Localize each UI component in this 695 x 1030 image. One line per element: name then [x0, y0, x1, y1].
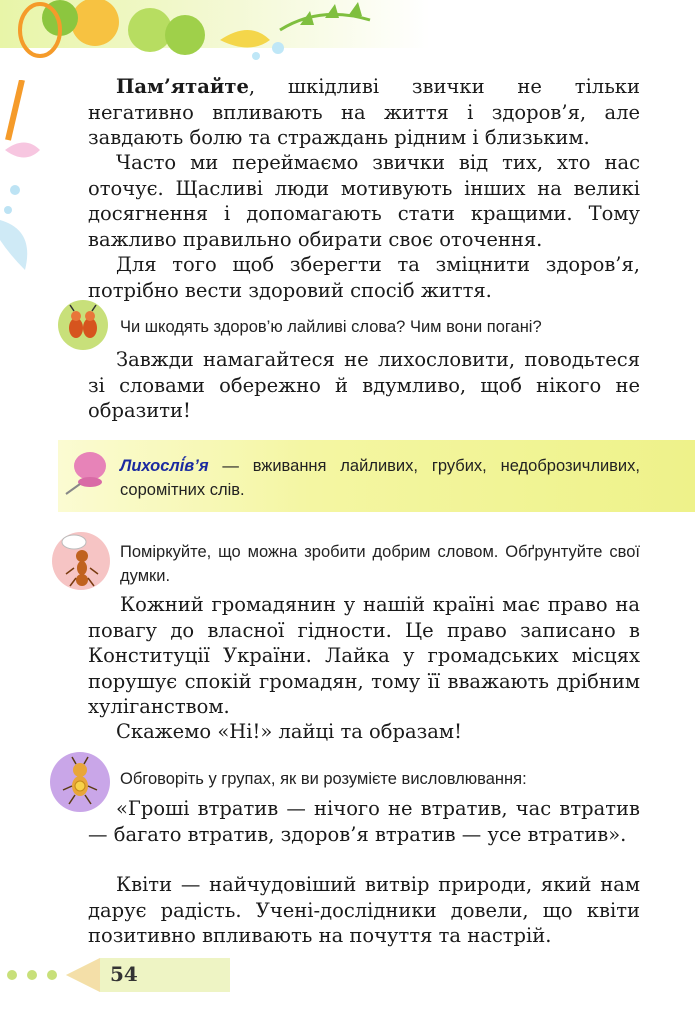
paragraph-remember-bold: Пам’ятайте — [116, 75, 249, 98]
definition-body: — вживання лайливих, грубих, недоброзичливих, соромітних слів. — [120, 457, 640, 499]
paragraph-habits: Часто ми переймаємо звички від тих, хто нас оточує. Щасливі люди мотивують інших на великі досягнення і допомагають стати кращими. Тому важливо правильно обирати своє оточення. — [88, 151, 640, 251]
page-number: 54 — [110, 962, 138, 986]
quote-money-time-health: «Гроші втратив — нічого не втратив, час втратив — багато втратив, здоров’я втратив — усе втратив». — [88, 797, 640, 846]
question-swear-words: Чи шкодять здоров’ю лайливі слова? Чим вони погані? — [120, 318, 542, 336]
question-kind-word: Поміркуйте, що можна зробити добрим словом. Обґрунтуйте свої думки. — [120, 543, 640, 585]
question-discuss-in-groups: Обговоріть у групах, як ви розумієте висловлювання: — [120, 770, 527, 788]
paragraph-no-swearing: Завжди намагайтеся не лихословити, поводьтеся зі словами обережно й вдумливо, щоб нікого не образити! — [88, 348, 640, 422]
paragraph-healthy-lifestyle: Для того щоб зберегти та зміцнити здоров’я, потрібно вести здоровий спосіб життя. — [88, 253, 640, 302]
thinking-ant-icon — [52, 532, 110, 590]
paragraph-dignity: Кожний громадянин у нашій країні має право на повагу до власної гідности. Це право записано в Конституції України. Лайка у громадських місцях порушує спокій громадян, тому її вважають дрібним хуліганством. — [88, 593, 640, 718]
paragraph-say-no: Скажемо «Ні!» лайці та образам! — [116, 720, 462, 743]
footer-decoration — [0, 950, 695, 1010]
two-insects-icon — [58, 300, 108, 350]
paragraph-remember-text: , шкідливі звички не тільки негативно впливають на життя і здоров’я, але завдають болю та страждань рідним і близьким. — [88, 75, 640, 149]
definition-text — [120, 454, 640, 502]
definition-term: Лихослі́в’я — [120, 457, 209, 475]
paragraph-remember — [88, 74, 640, 151]
top-decoration — [0, 0, 695, 75]
paragraph-flowers: Квіти — найчудовіший витвір природи, який нам дарує радість. Учені-дослідники довели, що квіти позитивно впливають на почуття та настрій. — [88, 873, 640, 947]
left-decoration — [0, 80, 70, 280]
pushpin-icon — [60, 446, 114, 496]
